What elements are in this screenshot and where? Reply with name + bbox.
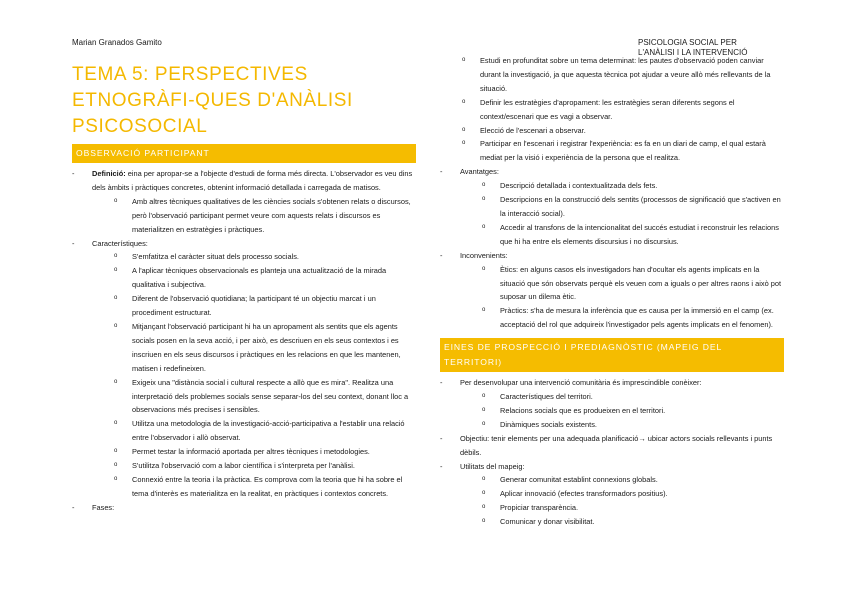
phase-item-text: Participar en l'escenari i registrar l'experiència: es fa en un diari de camp, el qual estarà mediat per la visió i experiència de la persona que el realitza. (480, 139, 766, 163)
intro-item (440, 376, 784, 432)
drawback-item (460, 304, 784, 332)
circle-bullet-icon: o (482, 196, 486, 203)
utility-item (460, 487, 784, 501)
drawback-item-text: Pràctics: s'ha de mesura la inferència que es causa per la immersió en el camp (ex. acceptació del rol que adquireix l'investigador pels agents implicats en el fenomen). (500, 306, 774, 330)
intro-text: Per desenvolupar una intervenció comunitària és imprescindible conèixer: (460, 378, 702, 388)
circle-bullet-icon: o (114, 462, 118, 469)
circle-bullet-icon: o (114, 475, 118, 482)
dash-bullet: - (72, 169, 75, 178)
utilities-label: Utilitats del mapeig: (460, 461, 525, 471)
characteristic-item (92, 459, 416, 473)
circle-bullet-icon: o (482, 518, 486, 525)
objective-item (440, 432, 784, 460)
utility-item (460, 473, 784, 487)
circle-bullet-icon: o (114, 295, 118, 302)
section1-list (72, 167, 416, 515)
utility-item-text: Aplicar innovació (efectes transformadors positius). (500, 489, 668, 499)
utility-item (460, 515, 784, 529)
intro-subitem (460, 390, 784, 404)
definition-sublist (92, 195, 416, 237)
characteristic-item-text: Diferent de l'observació quotidiana; la participant té un objectiu marcat i un procediment estructurat. (132, 294, 376, 318)
characteristic-item (92, 473, 416, 501)
circle-bullet-icon: o (482, 307, 486, 314)
characteristic-item (92, 292, 416, 320)
definition-subitem-text: Amb altres tècniques qualitatives de les ciències socials s'obtenen relats o discursos, però l'observació participant permet veure com aquests relats i discursos es materialitzen en estratègies i pràctiques. (132, 196, 411, 234)
definition-item (72, 167, 416, 237)
dash-bullet: - (440, 250, 443, 260)
circle-bullet-icon: o (482, 420, 486, 427)
advantage-item-text: Accedir al transfons de la intencionalitat del succés estudiat i reconstruir les relacions que hi ha entre els elements discursius i no discursius. (500, 222, 779, 246)
dash-bullet: - (440, 378, 443, 388)
section1-continued-list (440, 165, 784, 332)
phase-item (440, 124, 784, 138)
utility-item-text: Propiciar transparència. (500, 503, 579, 513)
drawbacks-list (460, 263, 784, 333)
objective-label: Objectiu: (460, 433, 490, 443)
advantage-item (460, 221, 784, 249)
characteristic-item (92, 417, 416, 445)
circle-bullet-icon: o (482, 504, 486, 511)
advantage-item-text: Descripcions en la construcció dels sentits (processos de significació que s'activen en la interacció social). (500, 195, 781, 218)
drawback-item (460, 263, 784, 305)
phase-item (440, 137, 784, 165)
intro-subitem (460, 404, 784, 418)
circle-bullet-icon: o (462, 57, 466, 63)
characteristic-item-text: Connexió entre la teoria i la pràctica. Es comprova com la teoria que hi ha sobre el tema d'interès es materialitza en la realitat, en pràctiques i contextos concrets. (132, 474, 403, 498)
dash-bullet: - (440, 433, 443, 443)
dash-bullet: - (72, 238, 75, 248)
definition-subitem (92, 195, 416, 237)
phases-list (440, 54, 784, 165)
phases-label: Fases: (92, 502, 115, 512)
advantages-item (440, 165, 784, 248)
utilities-item (440, 460, 784, 530)
utility-item-text: Comunicar y donar visibilitat. (500, 517, 595, 527)
advantages-list (460, 179, 784, 249)
characteristic-item (92, 250, 416, 264)
characteristic-item-text: Utilitza una metodologia de la investigació-acció-participativa a l'establir una relació entre l'observador i allò observat. (132, 419, 405, 443)
drawbacks-label: Inconvenients: (460, 250, 508, 260)
intro-subitem-text: Característiques del territori. (500, 392, 593, 402)
advantage-item-text: Descripció detallada i contextualitzada dels fets. (500, 181, 658, 191)
intro-sublist (460, 390, 784, 432)
characteristic-item-text: S'utilitza l'observació com a labor científica i s'interpreta per l'anàlisi. (132, 461, 355, 471)
phases-item (72, 501, 416, 515)
circle-bullet-icon: o (482, 476, 486, 483)
intro-subitem-text: Relacions socials que es produeixen en el territori. (500, 405, 666, 415)
circle-bullet-icon: o (482, 490, 486, 497)
characteristic-item-text: S'emfatitza el caràcter situat dels processo socials. (132, 252, 299, 262)
page-title: TEMA 5: PERSPECTIVES ETNOGRÀFI-QUES D'ANÀLISI PSICOSOCIAL (72, 64, 353, 137)
characteristic-item-text: A l'aplicar tècniques observacionals es planteja una actualització de la mirada qualitativa i subjectiva. (132, 266, 387, 290)
characteristics-item (72, 237, 416, 501)
intro-subitem-text: Dinàmiques socials existents. (500, 419, 597, 429)
circle-bullet-icon: o (462, 126, 466, 133)
definition-label: Definició: (92, 169, 126, 178)
intro-subitem (460, 418, 784, 432)
phase-item (440, 96, 784, 124)
characteristic-item-text: Exigeix una "distància social i cultural respecte a allò que es mira". Realitza una interpretació dels problemes socials sense separar-los del seu context, donant lloc a observacions més precises i sensibles. (132, 377, 409, 415)
phase-item (440, 54, 784, 96)
characteristic-item-text: Permet testar la informació aportada per altres tècniques i metodologies. (132, 447, 370, 457)
dash-bullet: - (72, 502, 75, 512)
advantages-label: Avantatges: (460, 167, 499, 177)
circle-bullet-icon: o (462, 98, 466, 105)
circle-bullet-icon: o (114, 197, 118, 204)
drawbacks-item (440, 249, 784, 332)
utility-item-text: Generar comunitat establint connexions globals. (500, 475, 658, 485)
section-heading-observacio: OBSERVACIÓ PARTICIPANT (72, 144, 416, 163)
right-column (440, 54, 784, 529)
characteristics-list (92, 250, 416, 500)
phase-item-text: Elecció de l'escenari a observar. (480, 125, 586, 135)
author-name: Marian Granados Gamito (72, 38, 162, 47)
characteristic-item (92, 320, 416, 376)
characteristic-item (92, 376, 416, 418)
characteristic-item (92, 445, 416, 459)
circle-bullet-icon: o (462, 140, 466, 147)
characteristics-label: Característiques: (92, 238, 148, 248)
left-column (72, 62, 416, 515)
circle-bullet-icon: o (114, 378, 118, 385)
circle-bullet-icon: o (114, 253, 118, 260)
advantage-item (460, 193, 784, 221)
objective-text: tenir elements per una adequada planificació→ ubicar actors socials rellevants i punts dèbils. (460, 433, 773, 457)
circle-bullet-icon: o (482, 406, 486, 413)
drawback-item-text: Ètics: en alguns casos els investigadors han d'ocultar els agents implicats en la situació que són observats perquè els veuen com a iguals o per altres raons i això pot suposar un dilema ètic. (500, 264, 782, 302)
section-heading-eines: EINES DE PROSPECCIÓ I PREDIAGNÒSTIC (MAPEIG DEL TERRITORI) (440, 338, 784, 372)
circle-bullet-icon: o (114, 420, 118, 427)
course-title-line1: PSICOLOGIA SOCIAL PER (638, 38, 737, 47)
advantage-item (460, 179, 784, 193)
utility-item (460, 501, 784, 515)
circle-bullet-icon: o (482, 182, 486, 189)
section2-list (440, 376, 784, 529)
circle-bullet-icon: o (114, 267, 118, 274)
characteristic-item-text: Mitjançant l'observació participant hi ha un apropament als sentits que els agents socials posen en la seva acció, i per això, es descriuen en els seus contextos i es inscriuen en els seus discursos i pràctiques en les relacions en que les mantenen, matisen i redefineixen. (132, 321, 401, 373)
course-title-line2: L'ANÀLISI I LA INTERVENCIÓ (638, 48, 748, 57)
circle-bullet-icon: o (482, 223, 486, 230)
dash-bullet: - (440, 167, 443, 177)
circle-bullet-icon: o (482, 393, 486, 400)
circle-bullet-icon: o (114, 322, 118, 329)
utilities-list (460, 473, 784, 529)
circle-bullet-icon: o (114, 448, 118, 455)
characteristic-item (92, 264, 416, 292)
phase-item-text: Definir les estratègies d'apropament: les estratègies seran diferents segons el context/escenari que es vagi a observar. (480, 97, 735, 121)
circle-bullet-icon: o (482, 265, 486, 272)
dash-bullet: - (440, 461, 443, 471)
definition-text: eina per apropar-se a l'objecte d'estudi de forma més directa. L'observador es veu dins dels àmbits i pràctiques concretes, obtenint informació detallada i carregada de matisos. (92, 169, 413, 192)
phase-item-text: Estudi en profunditat sobre un tema determinat: les pautes d'observació poden canviar durant la investigació, ja que aquesta tècnica pot ajudar a veure allò més rellevants de la situació. (480, 56, 771, 93)
